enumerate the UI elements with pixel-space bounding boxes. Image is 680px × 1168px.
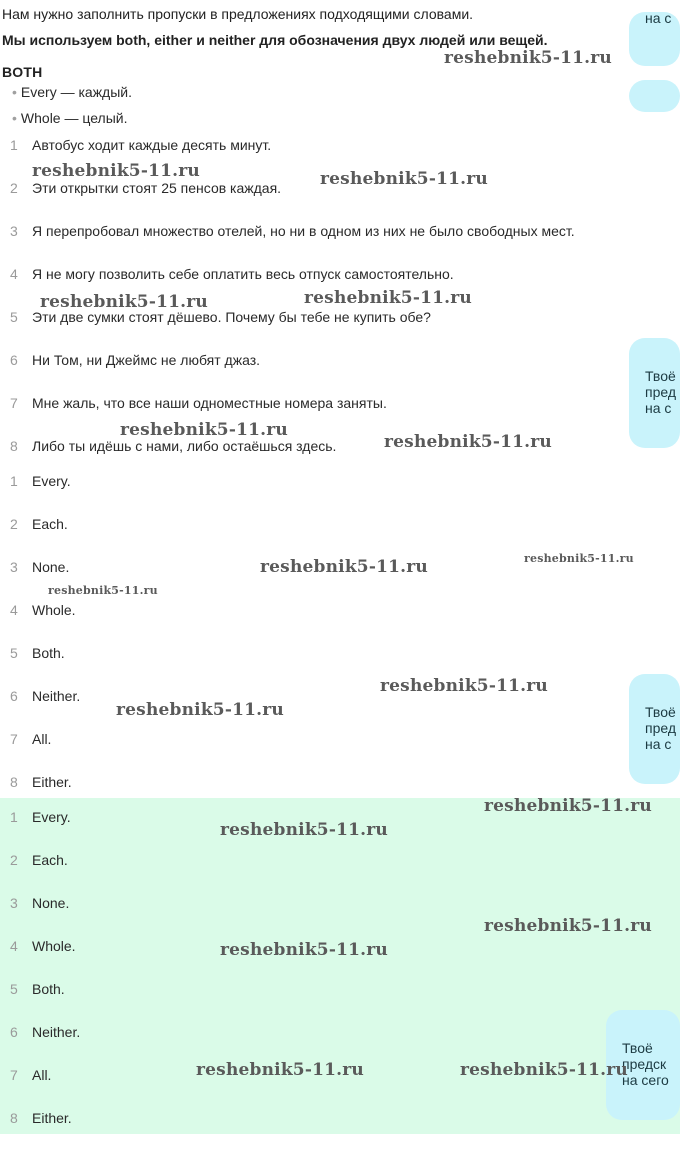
answer-text: Both. [32, 981, 65, 997]
watermark: reshebnik5-11.ru [460, 1060, 628, 1080]
watermark: reshebnik5-11.ru [260, 557, 428, 577]
row-number: 5 [10, 309, 18, 325]
answer-text: All. [32, 1067, 52, 1083]
subtitle: Мы используем both, either и neither для обозначения двух людей или вещей. [2, 32, 548, 48]
answer-block [0, 798, 680, 1134]
row-number: 7 [10, 731, 18, 747]
row-number: 7 [10, 1067, 18, 1083]
watermark: reshebnik5-11.ru [444, 48, 612, 68]
chat-bubble[interactable] [629, 674, 680, 784]
sentence-text: Я перепробовал множество отелей, но ни в одном из них не было свободных мест. [32, 223, 575, 239]
answer-row [10, 981, 65, 997]
watermark: reshebnik5-11.ru [220, 820, 388, 840]
answer-text: None. [32, 559, 70, 575]
answer-text: Both. [32, 645, 65, 661]
chat-bubble-line: предск [622, 1056, 667, 1072]
row-number: 3 [10, 559, 18, 575]
row-number: 4 [10, 938, 18, 954]
answer-row [10, 731, 51, 747]
watermark: reshebnik5-11.ru [380, 676, 548, 696]
watermark: reshebnik5-11.ru [40, 292, 208, 312]
watermark: reshebnik5-11.ru [304, 288, 472, 308]
bullet-item: • Every — каждый. [12, 84, 132, 100]
section-title: BOTH [2, 64, 43, 80]
sentence-row [10, 395, 387, 411]
watermark: reshebnik5-11.ru [32, 161, 200, 181]
answer-row [10, 1024, 80, 1040]
row-number: 5 [10, 981, 18, 997]
chat-bubble-line: пред [645, 384, 677, 400]
sentence-row [10, 266, 454, 282]
watermark: reshebnik5-11.ru [116, 700, 284, 720]
chat-bubble[interactable] [629, 338, 680, 448]
chat-bubble-line: на с [645, 12, 672, 26]
answer-text: Either. [32, 1110, 72, 1126]
row-number: 8 [10, 438, 18, 454]
watermark: reshebnik5-11.ru [484, 796, 652, 816]
answer-row [10, 473, 71, 489]
sentence-row [10, 223, 575, 239]
sentence-text: Я не могу позволить себе оплатить весь отпуск самостоятельно. [32, 266, 454, 282]
row-number: 6 [10, 688, 18, 704]
sentence-row [10, 137, 271, 153]
answer-row [10, 688, 80, 704]
watermark: reshebnik5-11.ru [120, 420, 288, 440]
bullet-item: • Whole — целый. [12, 110, 128, 126]
answer-row [10, 852, 68, 868]
sentence-row [10, 352, 260, 368]
sentence-row [10, 180, 281, 196]
bullet-text: Whole — целый. [20, 110, 128, 126]
chat-bubble-line: Твоё [622, 1040, 653, 1056]
answer-text: Either. [32, 774, 72, 790]
row-number: 8 [10, 774, 18, 790]
watermark: reshebnik5-11.ru [220, 940, 388, 960]
answer-row [10, 602, 76, 618]
sentence-text: Эти открытки стоят 25 пенсов каждая. [32, 180, 282, 196]
row-number: 2 [10, 852, 18, 868]
row-number: 4 [10, 266, 18, 282]
row-number: 8 [10, 1110, 18, 1126]
watermark: reshebnik5-11.ru [320, 169, 488, 189]
row-number: 3 [10, 223, 18, 239]
answer-row [10, 559, 69, 575]
answer-row [10, 774, 72, 790]
answer-row [10, 938, 76, 954]
answer-text: Each. [32, 852, 68, 868]
intro-text: Нам нужно заполнить пропуски в предложениях подходящими словами. [2, 6, 474, 22]
row-number: 3 [10, 895, 18, 911]
row-number: 4 [10, 602, 18, 618]
answer-text: Every. [32, 473, 71, 489]
watermark: reshebnik5-11.ru [524, 552, 634, 565]
answer-row [10, 1067, 51, 1083]
chat-bubble-line: пред [645, 720, 677, 736]
answer-text: Each. [32, 516, 68, 532]
row-number: 2 [10, 180, 18, 196]
answer-row [10, 516, 68, 532]
answer-text: Whole. [32, 602, 76, 618]
answer-text: Neither. [32, 1024, 81, 1040]
watermark: reshebnik5-11.ru [384, 432, 552, 452]
row-number: 6 [10, 1024, 18, 1040]
answer-text: Neither. [32, 688, 81, 704]
watermark: reshebnik5-11.ru [48, 584, 158, 597]
answer-text: Every. [32, 809, 71, 825]
chat-bubble-line: Твоё [645, 368, 676, 384]
answer-text: Whole. [32, 938, 76, 954]
bullet-text: Every — каждый. [20, 84, 132, 100]
chat-bubble-line: на сего [622, 1072, 669, 1088]
sentence-text: Либо ты идёшь с нами, либо остаёшься здесь. [32, 438, 337, 454]
answer-text: None. [32, 895, 70, 911]
row-number: 1 [10, 809, 18, 825]
watermark: reshebnik5-11.ru [484, 916, 652, 936]
sentence-text: Автобус ходит каждые десять минут. [32, 137, 272, 153]
row-number: 6 [10, 352, 18, 368]
row-number: 7 [10, 395, 18, 411]
answer-text: All. [32, 731, 52, 747]
row-number: 1 [10, 137, 18, 153]
sentence-row [10, 438, 336, 454]
answer-row [10, 809, 71, 825]
answer-row [10, 895, 69, 911]
answer-row [10, 645, 65, 661]
sentence-text: Мне жаль, что все наши одноместные номера заняты. [32, 395, 387, 411]
row-number: 2 [10, 516, 18, 532]
sentence-text: Ни Том, ни Джеймс не любят джаз. [32, 352, 261, 368]
chat-bubble-line: на с [645, 736, 672, 752]
answer-row [10, 1110, 72, 1126]
chat-bubble[interactable] [629, 80, 680, 112]
chat-bubble[interactable] [629, 12, 680, 66]
row-number: 5 [10, 645, 18, 661]
watermark: reshebnik5-11.ru [196, 1060, 364, 1080]
chat-bubble-line: Твоё [645, 704, 676, 720]
sentence-text: Эти две сумки стоят дёшево. Почему бы тебе не купить обе? [32, 309, 431, 325]
row-number: 1 [10, 473, 18, 489]
chat-bubble-line: на с [645, 400, 672, 416]
